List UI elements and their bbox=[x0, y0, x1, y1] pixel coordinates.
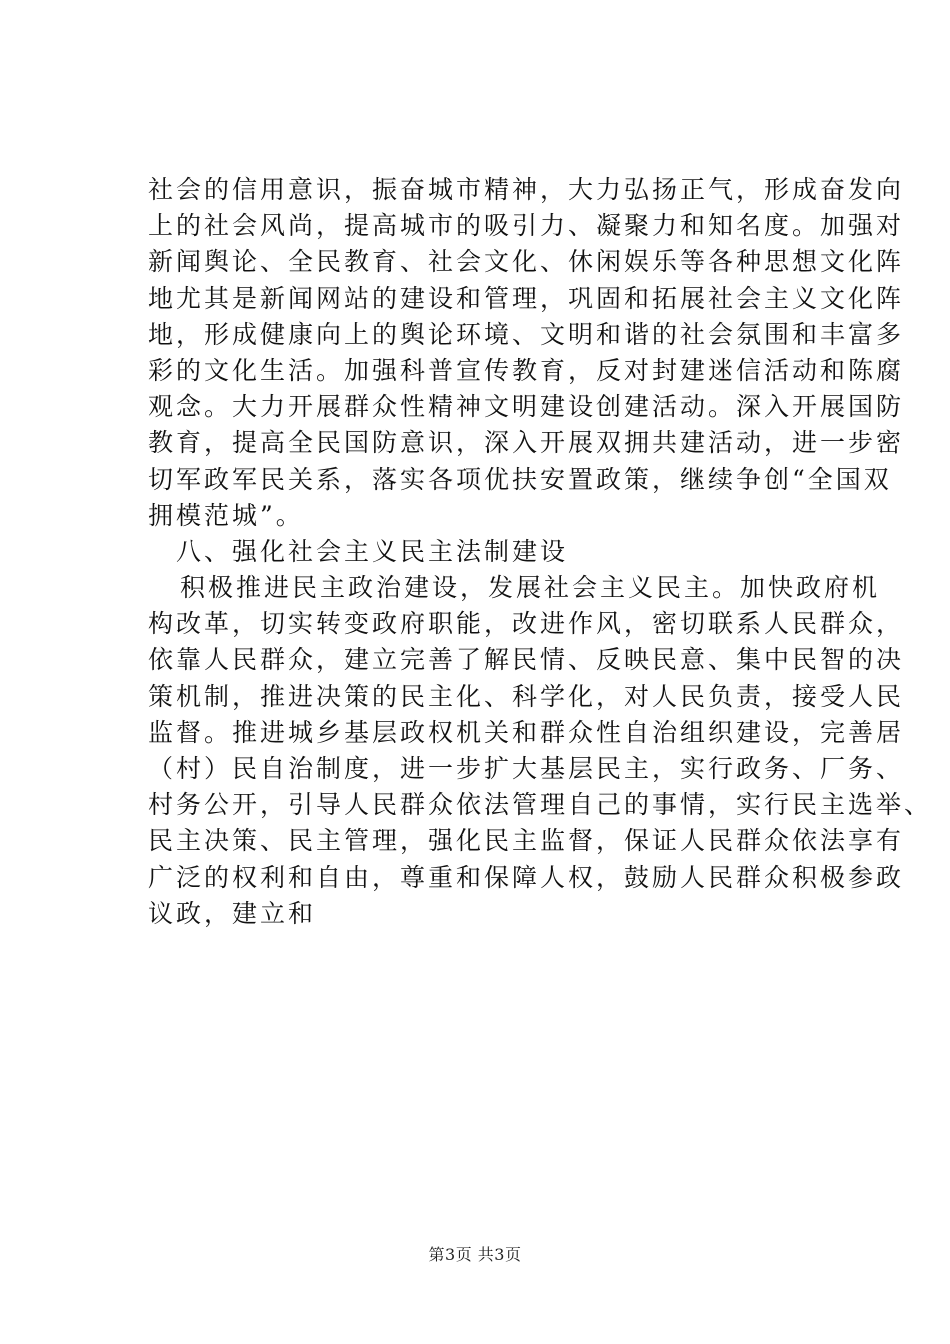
paragraph-line: 积极推进民主政治建设，发展社会主义民主。加快政府机 bbox=[180, 573, 881, 603]
paragraph-line: 地尤其是新闻网站的建设和管理，巩固和拓展社会主义文化阵 bbox=[148, 283, 905, 313]
paragraph-line: 新闻舆论、全民教育、社会文化、休闲娱乐等各种思想文化阵 bbox=[148, 247, 905, 277]
paragraph-line: 策机制，推进决策的民主化、科学化，对人民负责，接受人民 bbox=[148, 681, 905, 711]
paragraph-line: 民主决策、民主管理，强化民主监督，保证人民群众依法享有 bbox=[148, 826, 905, 856]
page-number-footer: 第3页 共3页 bbox=[428, 1245, 522, 1264]
paragraph-line: 议政，建立和 bbox=[148, 898, 317, 928]
paragraph-line: 切军政军民关系，落实各项优扶安置政策，继续争创“全国双 bbox=[148, 464, 892, 494]
paragraph-line: （村）民自治制度，进一步扩大基层民主，实行政务、厂务、 bbox=[148, 754, 905, 783]
paragraph-line: 依靠人民群众，建立完善了解民情、反映民意、集中民智的决 bbox=[148, 645, 905, 675]
paragraph-line: 教育，提高全民国防意识，深入开展双拥共建活动，进一步密 bbox=[148, 428, 905, 458]
paragraph-line: 观念。大力开展群众性精神文明建设创建活动。深入开展国防 bbox=[148, 392, 905, 422]
paragraph-line: 彩的文化生活。加强科普宣传教育，反对封建迷信活动和陈腐 bbox=[148, 355, 905, 385]
section-heading: 八、强化社会主义民主法制建设 bbox=[176, 536, 569, 566]
paragraph-line: 地，形成健康向上的舆论环境、文明和谐的社会氛围和丰富多 bbox=[148, 319, 905, 349]
paragraph-line: 村务公开，引导人民群众依法管理自己的事情，实行民主选举、 bbox=[148, 790, 933, 820]
paragraph-line: 监督。推进城乡基层政权机关和群众性自治组织建设，完善居 bbox=[148, 717, 905, 747]
paragraph-line: 上的社会风尚，提高城市的吸引力、凝聚力和知名度。加强对 bbox=[148, 211, 905, 241]
paragraph-line: 拥模范城”。 bbox=[148, 500, 304, 530]
paragraph-line: 构改革，切实转变政府职能，改进作风，密切联系人民群众， bbox=[148, 609, 905, 639]
document-body bbox=[148, 172, 933, 932]
paragraph-line: 广泛的权利和自由，尊重和保障人权，鼓励人民群众积极参政 bbox=[148, 862, 905, 892]
paragraph-line: 社会的信用意识，振奋城市精神，大力弘扬正气，形成奋发向 bbox=[148, 175, 905, 204]
